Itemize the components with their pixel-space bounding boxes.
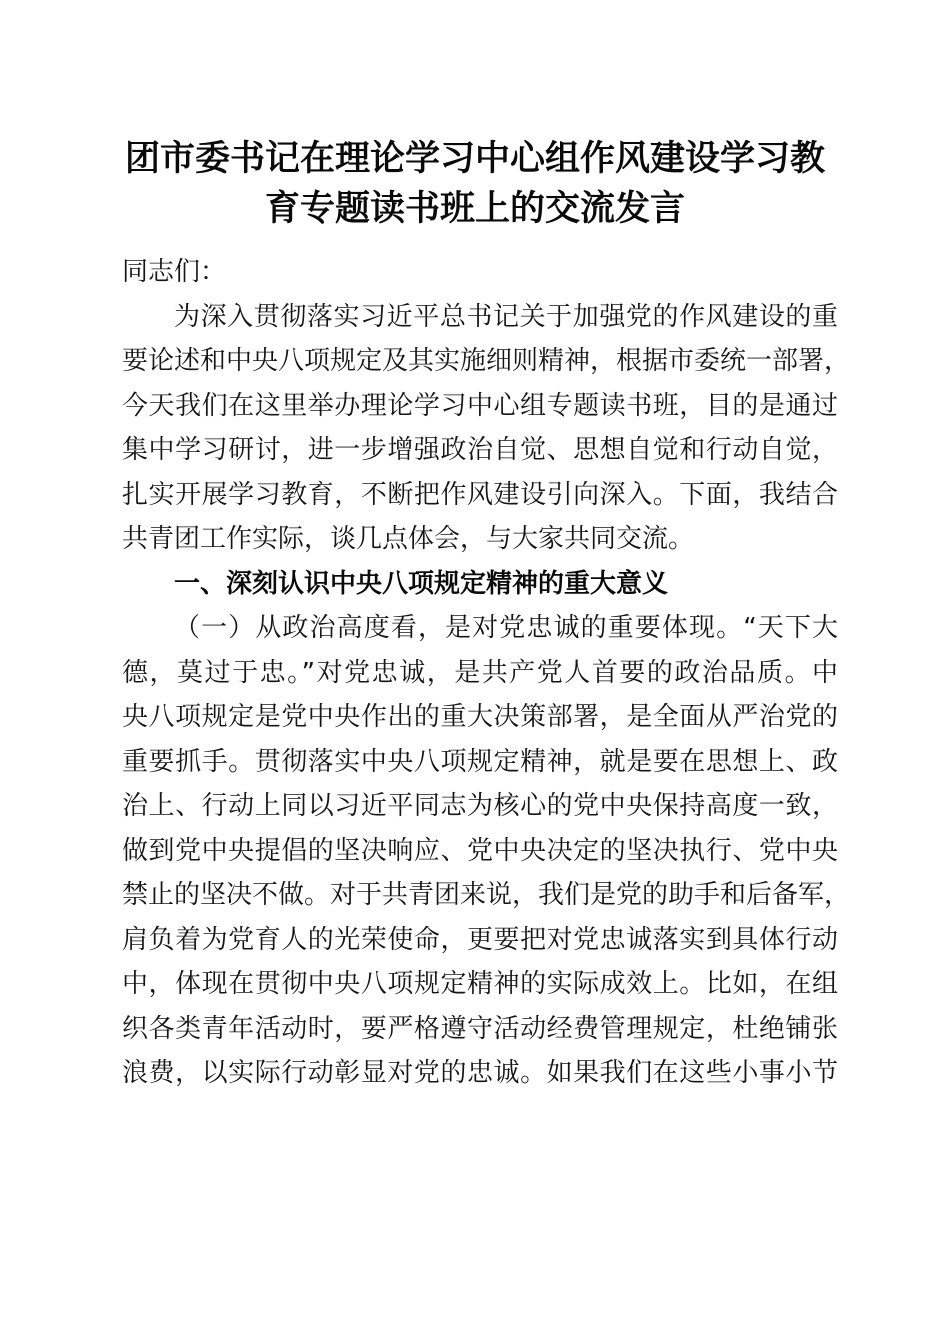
paragraph-line: 扎实开展学习教育，不断把作风建设引向深入。下面，我结合 <box>122 479 838 510</box>
paragraph-line: 禁止的坚决不做。对于共青团来说，我们是党的助手和后备军， <box>122 880 851 910</box>
paragraph-line: 织各类青年活动时，要严格遵守活动经费管理规定，杜绝铺张 <box>122 1013 838 1044</box>
title-line-1: 团市委书记在理论学习中心组作风建设学习教 <box>124 138 825 179</box>
document-title <box>100 134 850 234</box>
paragraph-line: 要论述和中央八项规定及其实施细则精神，根据市委统一部署， <box>122 346 851 376</box>
title-line-2: 育专题读书班上的交流发言 <box>264 188 685 229</box>
salutation: 同志们： <box>122 257 227 287</box>
paragraph-line: 肩负着为党育人的光荣使命，更要把对党忠诚落实到具体行动 <box>122 924 838 955</box>
paragraph-line: 做到党中央提倡的坚决响应、党中央决定的坚决执行、党中央 <box>122 835 838 866</box>
paragraph-line: 集中学习研讨，进一步增强政治自觉、思想自觉和行动自觉， <box>122 435 838 465</box>
paragraph-line: 央八项规定是党中央作出的重大决策部署，是全面从严治党的 <box>122 702 838 732</box>
paragraph-line: 共青团工作实际，谈几点体会，与大家共同交流。 <box>122 524 695 554</box>
paragraph-line: 为深入贯彻落实习近平总书记关于加强党的作风建设的重 <box>174 301 838 332</box>
paragraph-line: 浪费，以实际行动彰显对党的忠诚。如果我们在这些小事小节 <box>122 1058 838 1088</box>
paragraph-line: 今天我们在这里举办理论学习中心组专题读书班，目的是通过 <box>122 390 838 421</box>
paragraph-line: 德，莫过于忠。”对党忠诚，是共产党人首要的政治品质。中 <box>122 657 838 688</box>
paragraph-line: （一）从政治高度看，是对党忠诚的重要体现。“天下大 <box>174 613 838 643</box>
document-body <box>122 250 851 1096</box>
intro-paragraph <box>122 295 851 562</box>
section-heading: 一、深刻认识中央八项规定精神的重大意义 <box>174 568 669 599</box>
section-paragraph <box>122 606 851 1096</box>
paragraph-line: 治上、行动上同以习近平同志为核心的党中央保持高度一致， <box>122 791 838 821</box>
paragraph-line: 重要抓手。贯彻落实中央八项规定精神，就是要在思想上、政 <box>122 746 838 777</box>
paragraph-line: 中，体现在贯彻中央八项规定精神的实际成效上。比如，在组 <box>122 969 838 999</box>
